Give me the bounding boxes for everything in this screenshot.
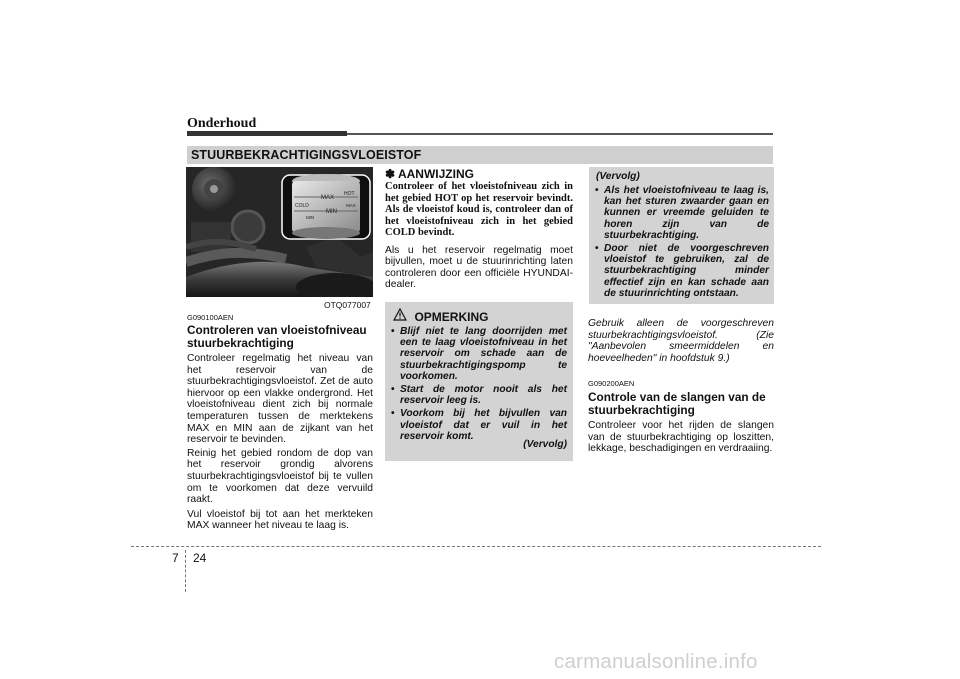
caution-item: • Start de motor nooit als het reservoir leeg is. <box>391 384 567 406</box>
note-section <box>385 167 573 291</box>
col1-paragraph-2: Reinig het gebied rondom de dop van het reservoir grondig alvorens stuurbekrachtigingsvloeistof bij te vullen om te voorkomen dat deze vervuild raakt. <box>187 447 373 506</box>
col3-code: G090200AEN <box>588 379 635 388</box>
footer-divider <box>185 550 186 592</box>
note-symbol-icon: ✽ <box>385 167 396 181</box>
page-number: 24 <box>193 551 207 565</box>
caution-item: • Voorkom bij het bijvullen van vloeistof dat er vuil in het reservoir komt. <box>391 408 567 442</box>
cap-label-hot: HOT <box>344 191 355 197</box>
col1-paragraph-1: Controleer regelmatig het niveau van het reservoir van de stuurbekrachtigingsvloeistof. Zet de auto hiervoor op een vlakke ondergrond. Het vloeistofniveau dient zich bij normale temperaturen tussen de merktekens MAX en MIN aan de zijkant van het reservoir te bevinden. <box>187 353 373 446</box>
note-title <box>385 167 573 181</box>
col1-section <box>187 313 373 532</box>
section-header <box>187 146 773 164</box>
continued-box-title: (Vervolg) <box>596 171 640 182</box>
col3-section <box>588 379 774 455</box>
footer-rule <box>131 546 821 547</box>
engine-photo-illustration <box>186 167 373 297</box>
caution-item: • Blijf niet te lang doorrijden met een te laag vloeistofniveau in het reservoir om schade aan de stuurbekrachtigingspomp te voorkomen. <box>391 326 567 382</box>
cap-label-min-2: MIN <box>306 215 315 220</box>
col3-italic-note: Gebruik alleen de voorgeschreven stuurbekrachtigingsvloeistof. (Zie "Aanbevolen smeermiddelen en hoeveelheden" in hoofdstuk 9.) <box>588 318 774 364</box>
col1-heading: Controleren van vloeistofniveau stuurbekrachtiging <box>187 323 367 350</box>
note-bold-text: Controleer of het vloeistofniveau zich in het gebied HOT op het reservoir bevindt. Als de vloeistof koud is, controleer dan of het vloeistofniveau zich in het gebied COLD bevindt. <box>385 181 573 238</box>
col1-code: G090100AEN <box>187 313 234 322</box>
engine-reservoir-photo <box>186 167 373 297</box>
cap-label-max-2: MAX <box>346 203 356 208</box>
warning-triangle-icon <box>393 308 407 326</box>
continued-box-list <box>595 185 769 301</box>
note-text: Als u het reservoir regelmatig moet bijvullen, moet u de stuurinrichting laten controleren door een officiële HYUNDAI-dealer. <box>385 244 573 291</box>
cap-label-max: MAX <box>321 195 335 201</box>
cap-label-min: MIN <box>326 209 337 215</box>
watermark: carmanualsonline.info <box>554 650 758 673</box>
chapter-title: Onderhoud <box>187 116 257 131</box>
caution-header <box>393 308 488 326</box>
cap-label-cold: COLD <box>295 203 309 209</box>
continued-box-item: • Als het vloeistofniveau te laag is, kan het sturen zwaarder gaan en kunnen er vreemde geluiden te horen zijn van de stuurbekrachtiging. <box>595 185 769 241</box>
photo-code: OTQ077007 <box>324 300 371 310</box>
caution-title: OPMERKING <box>414 310 489 324</box>
continued-box-item: • Door niet de voorgeschreven vloeistof te gebruiken, zal de stuurbekrachtiging minder effectief zijn en kan schade aan de stuurinrichting ontstaan. <box>595 243 769 299</box>
continued-warning-box <box>589 167 774 304</box>
note-title-text: AANWIJZING <box>397 167 474 181</box>
col3-heading: Controle van de slangen van de stuurbekrachtiging <box>588 390 766 417</box>
header-rule-accent <box>187 131 347 136</box>
col3-text: Controleer voor het rijden de slangen van de stuurbekrachtiging op loszitten, lekkage, beschadigingen en verdraaiing. <box>588 420 774 455</box>
caution-box <box>385 302 573 461</box>
caution-continued: (Vervolg) <box>523 439 567 450</box>
col1-paragraph-3: Vul vloeistof bij tot aan het merkteken MAX wanneer het niveau te laag is. <box>187 508 373 532</box>
section-title: STUURBEKRACHTIGINGSVLOEISTOF <box>191 148 422 162</box>
caution-list <box>391 326 567 444</box>
chapter-number: 7 <box>172 551 179 565</box>
